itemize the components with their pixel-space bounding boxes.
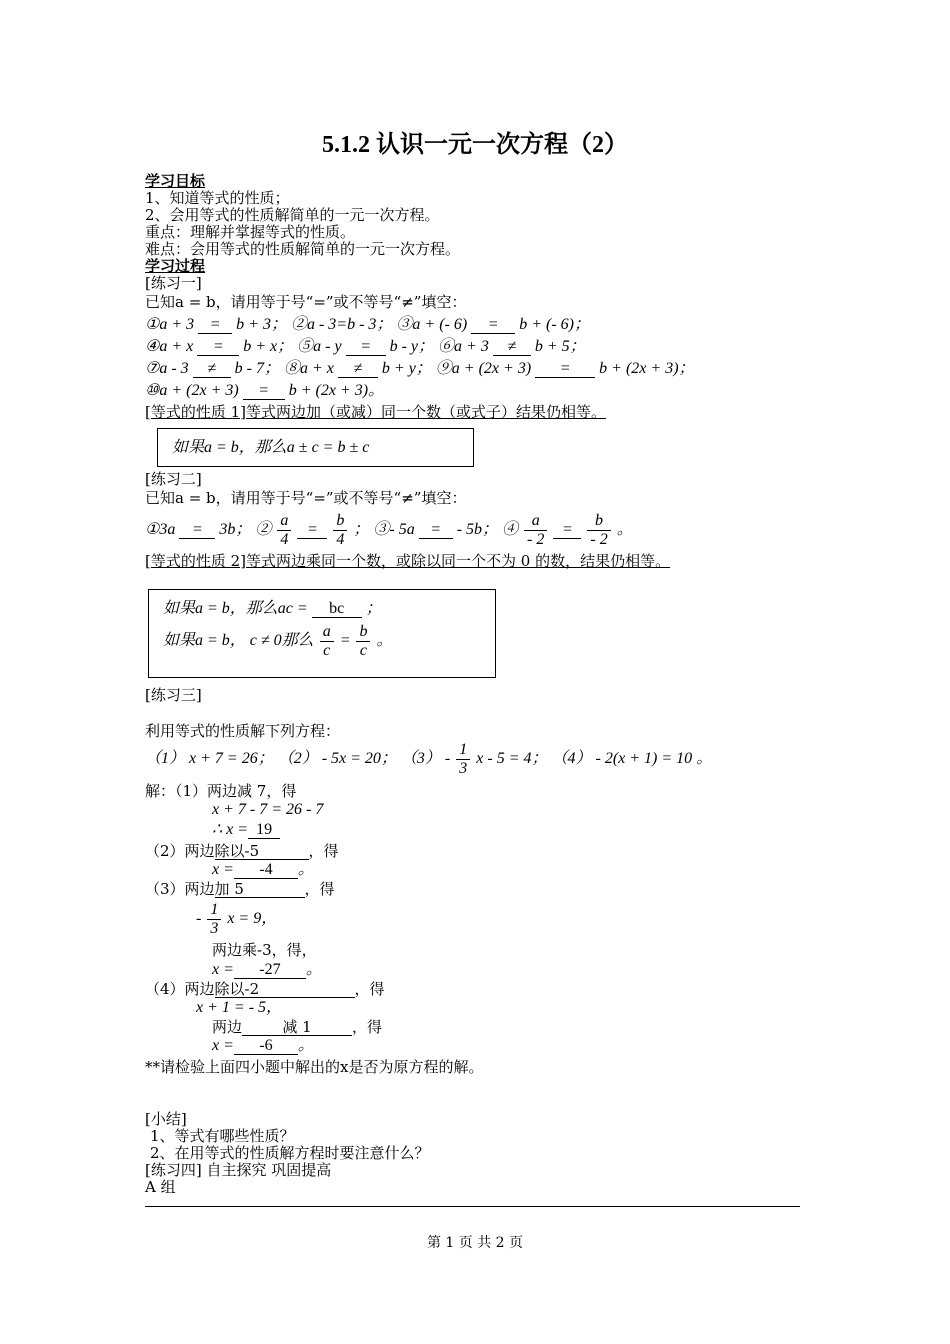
expr: 。 (305, 961, 322, 978)
exercise-2-prompt: 已知a = b，请用等于号“=”或不等号“≠”填空： (145, 489, 467, 507)
expr: 3b； ② (219, 521, 272, 538)
expr: 。 (376, 632, 393, 649)
denominator: c (359, 641, 368, 659)
answer-blank: 除以-5 (215, 843, 309, 860)
fraction (524, 512, 547, 549)
denominator: c (323, 641, 331, 659)
expr: 。 (616, 521, 633, 538)
property-2-formula-2 (163, 622, 393, 660)
expr: b + 3； ②a - 3=b - 3； ③a + (- 6) (236, 316, 468, 333)
expr: ①a + 3 (145, 316, 195, 333)
expr: （1） x + 7 = 26； （2） - 5x = 20； （3） - (145, 750, 451, 767)
solution-line (212, 820, 280, 839)
answer-blank: = (553, 522, 581, 539)
denominator: - 2 (527, 530, 545, 548)
exercise-1-row-4 (145, 381, 384, 400)
numerator: a (320, 623, 334, 642)
expr: x = 9， (227, 910, 278, 927)
expr: b - y； ⑥a + 3 (389, 338, 489, 355)
answer-blank: 19 (248, 822, 280, 839)
answer-blank: ≠ (193, 361, 231, 378)
denominator: 3 (210, 919, 219, 937)
expr: - 5b； ④ (456, 521, 519, 538)
property-2-box (148, 589, 496, 678)
denominator: 4 (336, 530, 345, 548)
expr: x = (212, 861, 234, 878)
answer-blank: -27 (234, 962, 306, 979)
group-a-label: A 组 (145, 1178, 176, 1196)
expr: b + y； ⑨a + (2x + 3) (381, 360, 532, 377)
solution-line (145, 880, 335, 899)
expr: x - 5 = 4； （4） - 2(x + 1) = 10 。 (476, 750, 713, 767)
expr: b + (2x + 3)。 (288, 382, 385, 399)
objectives-heading: 学习目标 (145, 172, 206, 190)
exercise-2-row (145, 511, 633, 549)
expr: b + x； ⑤a - y (243, 338, 342, 355)
fraction (207, 901, 221, 938)
solution-line: x + 7 - 7 = 26 - 7 (212, 801, 324, 818)
property-2: [等式的性质 2]等式两边乘同一个数，或除以同一个不为 0 的数，结果仍相等。 (145, 552, 671, 570)
answer-blank: = (197, 339, 239, 356)
exercise-1-row-3 (145, 359, 695, 378)
property-2-formula-1 (163, 599, 382, 618)
expr: ④a + x (145, 338, 194, 355)
solution-line: 解：（1）两边减 7，得 (145, 782, 297, 800)
fraction (333, 512, 347, 549)
expr: （3）两边 (145, 880, 215, 898)
numerator: 1 (207, 901, 221, 920)
solution-line (212, 860, 314, 879)
numerator: b (333, 512, 347, 531)
expr: 。 (297, 1037, 314, 1054)
expr: x = (212, 961, 234, 978)
expr: （4）两边 (145, 980, 215, 998)
expr: b + 5； (534, 338, 586, 355)
expr: 如果a = b，那么ac = (163, 600, 308, 617)
expr: 两边 (212, 1018, 243, 1036)
expr: x = (212, 1037, 234, 1054)
expr: b + (- 6)； (519, 316, 590, 333)
solution-line (145, 842, 339, 861)
expr: ⑦a - 3 (145, 360, 189, 377)
property-1-formula: 如果a = b，那么a ± c = b ± c (172, 439, 370, 456)
exercise-1-row-2 (145, 337, 586, 356)
numerator: b (356, 623, 370, 642)
answer-blank: = (198, 317, 232, 334)
solution-line (212, 1036, 314, 1055)
answer-blank: = (297, 522, 327, 539)
fraction (456, 741, 470, 778)
fraction (277, 512, 291, 549)
expr: ①3a (145, 521, 176, 538)
answer-blank: 减 1 (242, 1019, 352, 1036)
answer-blank: -6 (234, 1038, 298, 1055)
denominator: 3 (459, 759, 468, 777)
solution-line (196, 900, 277, 938)
exercise-1-label: [练习一] (145, 274, 202, 292)
property-1: [等式的性质 1]等式两边加（或减）同一个数（或式子）结果仍相等。 (145, 403, 607, 421)
page-footer: 第 1 页 共 2 页 (426, 1235, 524, 1251)
exercise-3-problems (145, 740, 712, 778)
numerator: b (587, 512, 610, 531)
check-note: **请检验上面四小题中解出的x是否为原方程的解。 (145, 1058, 484, 1076)
exercise-1-row-1 (145, 315, 590, 334)
property-1-box (157, 428, 474, 467)
solution-line (145, 980, 385, 999)
exercise-1-prompt: 已知a = b，请用等于号“=”或不等号“≠”填空： (145, 293, 467, 311)
expr: = (339, 632, 351, 649)
expr: ，得 (304, 880, 335, 898)
fraction (587, 512, 610, 549)
exercise-2-label: [练习二] (145, 470, 202, 488)
answer-blank: bc (312, 601, 362, 618)
numerator: a (277, 512, 291, 531)
solution-line (212, 960, 322, 979)
footer-rule (145, 1206, 800, 1207)
summary-question-1: 1、等式有哪些性质？ (150, 1127, 295, 1145)
exercise-3-label: [练习三] (145, 686, 202, 704)
expr: ∴ x = (212, 821, 249, 838)
answer-blank: = (419, 522, 453, 539)
expr: （2）两边 (145, 842, 215, 860)
key-point: 重点：理解并掌握等式的性质。 (145, 223, 356, 241)
expr: ，得 (354, 980, 385, 998)
expr: ，得 (308, 842, 339, 860)
expr: b - 7； ⑧a + x (234, 360, 334, 377)
answer-blank: ≠ (338, 361, 378, 378)
objective-1: 1、知道等式的性质； (145, 189, 290, 207)
summary-label: [小结] (145, 1110, 187, 1128)
expr: b + (2x + 3)； (599, 360, 695, 377)
expr: ； (365, 600, 382, 617)
answer-blank: = (179, 522, 215, 539)
expr: 如果a = b， c ≠ 0那么 (163, 632, 314, 649)
expr: ； ③- 5a (353, 521, 415, 538)
process-heading: 学习过程 (145, 257, 206, 275)
numerator: a (524, 512, 547, 531)
denominator: 4 (280, 530, 289, 548)
fraction (356, 623, 370, 660)
exercise-4-label: [练习四] 自主探究 巩固提高 (145, 1161, 332, 1179)
page-title: 5.1.2 认识一元一次方程（2） (322, 132, 628, 158)
answer-blank: = (243, 383, 285, 400)
exercise-3-prompt: 利用等式的性质解下列方程： (145, 722, 341, 740)
solution-line: x + 1 = - 5， (196, 999, 283, 1016)
solution-line (212, 1018, 382, 1037)
answer-blank: 除以-2 (215, 981, 355, 998)
answer-blank: 加 5 (215, 881, 305, 898)
difficult-point: 难点：会用等式的性质解简单的一元一次方程。 (145, 240, 461, 258)
expr: 。 (297, 861, 314, 878)
answer-blank: = (535, 361, 595, 378)
expr: - (196, 910, 202, 927)
solution-line: 两边乘-3，得， (212, 941, 317, 959)
summary-question-2: 2、在用等式的性质解方程时要注意什么？ (150, 1144, 430, 1162)
answer-blank: -4 (234, 862, 298, 879)
expr: ⑩a + (2x + 3) (145, 382, 239, 399)
answer-blank: ≠ (493, 339, 531, 356)
expr: ，得 (352, 1018, 383, 1036)
objective-2: 2、会用等式的性质解简单的一元一次方程。 (145, 206, 440, 224)
answer-blank: = (346, 339, 386, 356)
fraction (320, 623, 334, 660)
answer-blank: = (471, 317, 515, 334)
denominator: - 2 (590, 530, 608, 548)
numerator: 1 (456, 741, 470, 760)
